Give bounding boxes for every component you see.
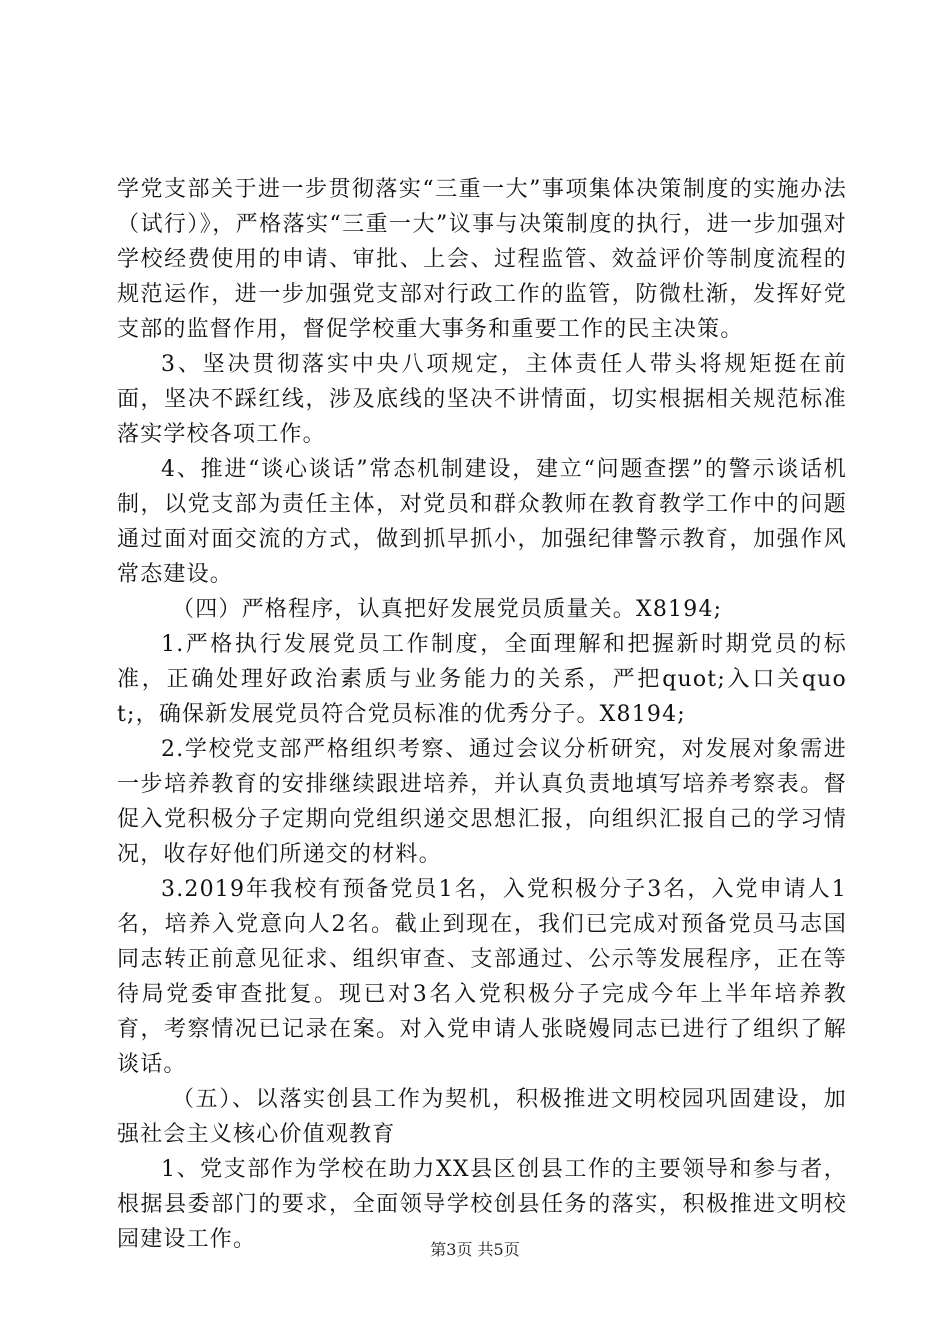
page-number-footer: 第3页 共5页 bbox=[430, 1240, 520, 1259]
paragraph-subitem-2: 2.学校党支部严格组织考察、通过会议分析研究，对发展对象需进一步培养教育的安排继续跟进培养，并认真负责地填写培养考察表。督促入党积极分子定期向党组织递交思想汇报，向组织汇报自己的学习情况，收存好他们所递交的材料。 bbox=[117, 737, 847, 867]
section-heading-4: （四）严格程序，认真把好发展党员质量关。X8194; bbox=[172, 597, 723, 622]
document-body bbox=[117, 172, 847, 1257]
paragraph-item-4: 4、推进“谈心谈话”常态机制建设，建立“问题查摆”的警示谈话机制，以党支部为责任主体，对党员和群众教师在教育教学工作中的问题通过面对面交流的方式，做到抓早抓小，加强纪律警示教育，加强作风常态建设。 bbox=[117, 457, 847, 587]
paragraph-subitem-1: 1.严格执行发展党员工作制度，全面理解和把握新时期党员的标准，正确处理好政治素质与业务能力的关系，严把quot;入口关quot;，确保新发展党员符合党员标准的优秀分子。X8194; bbox=[117, 632, 847, 727]
paragraph-section5-item-1: 1、党支部作为学校在助力XX县区创县工作的主要领导和参与者，根据县委部门的要求，全面领导学校创县任务的落实，积极推进文明校园建设工作。 bbox=[117, 1157, 847, 1252]
paragraph-continuation: 学党支部关于进一步贯彻落实“三重一大”事项集体决策制度的实施办法（试行）》，严格落实“三重一大”议事与决策制度的执行，进一步加强对学校经费使用的申请、审批、上会、过程监管、效益评价等制度流程的规范运作，进一步加强党支部对行政工作的监管，防微杜渐，发挥好党支部的监督作用，督促学校重大事务和重要工作的民主决策。 bbox=[117, 177, 847, 342]
paragraph-item-3: 3、坚决贯彻落实中央八项规定，主体责任人带头将规矩挺在前面，坚决不踩红线，涉及底线的坚决不讲情面，切实根据相关规范标准落实学校各项工作。 bbox=[117, 352, 847, 447]
section-heading-5: （五）、以落实创县工作为契机，积极推进文明校园巩固建设，加强社会主义核心价值观教育 bbox=[117, 1087, 847, 1147]
paragraph-subitem-3: 3.2019年我校有预备党员1名，入党积极分子3名，入党申请人1名，培养入党意向人2名。截止到现在，我们已完成对预备党员马志国同志转正前意见征求、组织审查、支部通过、公示等发展程序，正在等待局党委审查批复。现已对3名入党积极分子完成今年上半年培养教育，考察情况已记录在案。对入党申请人张晓嫚同志已进行了组织了解谈话。 bbox=[117, 877, 847, 1077]
